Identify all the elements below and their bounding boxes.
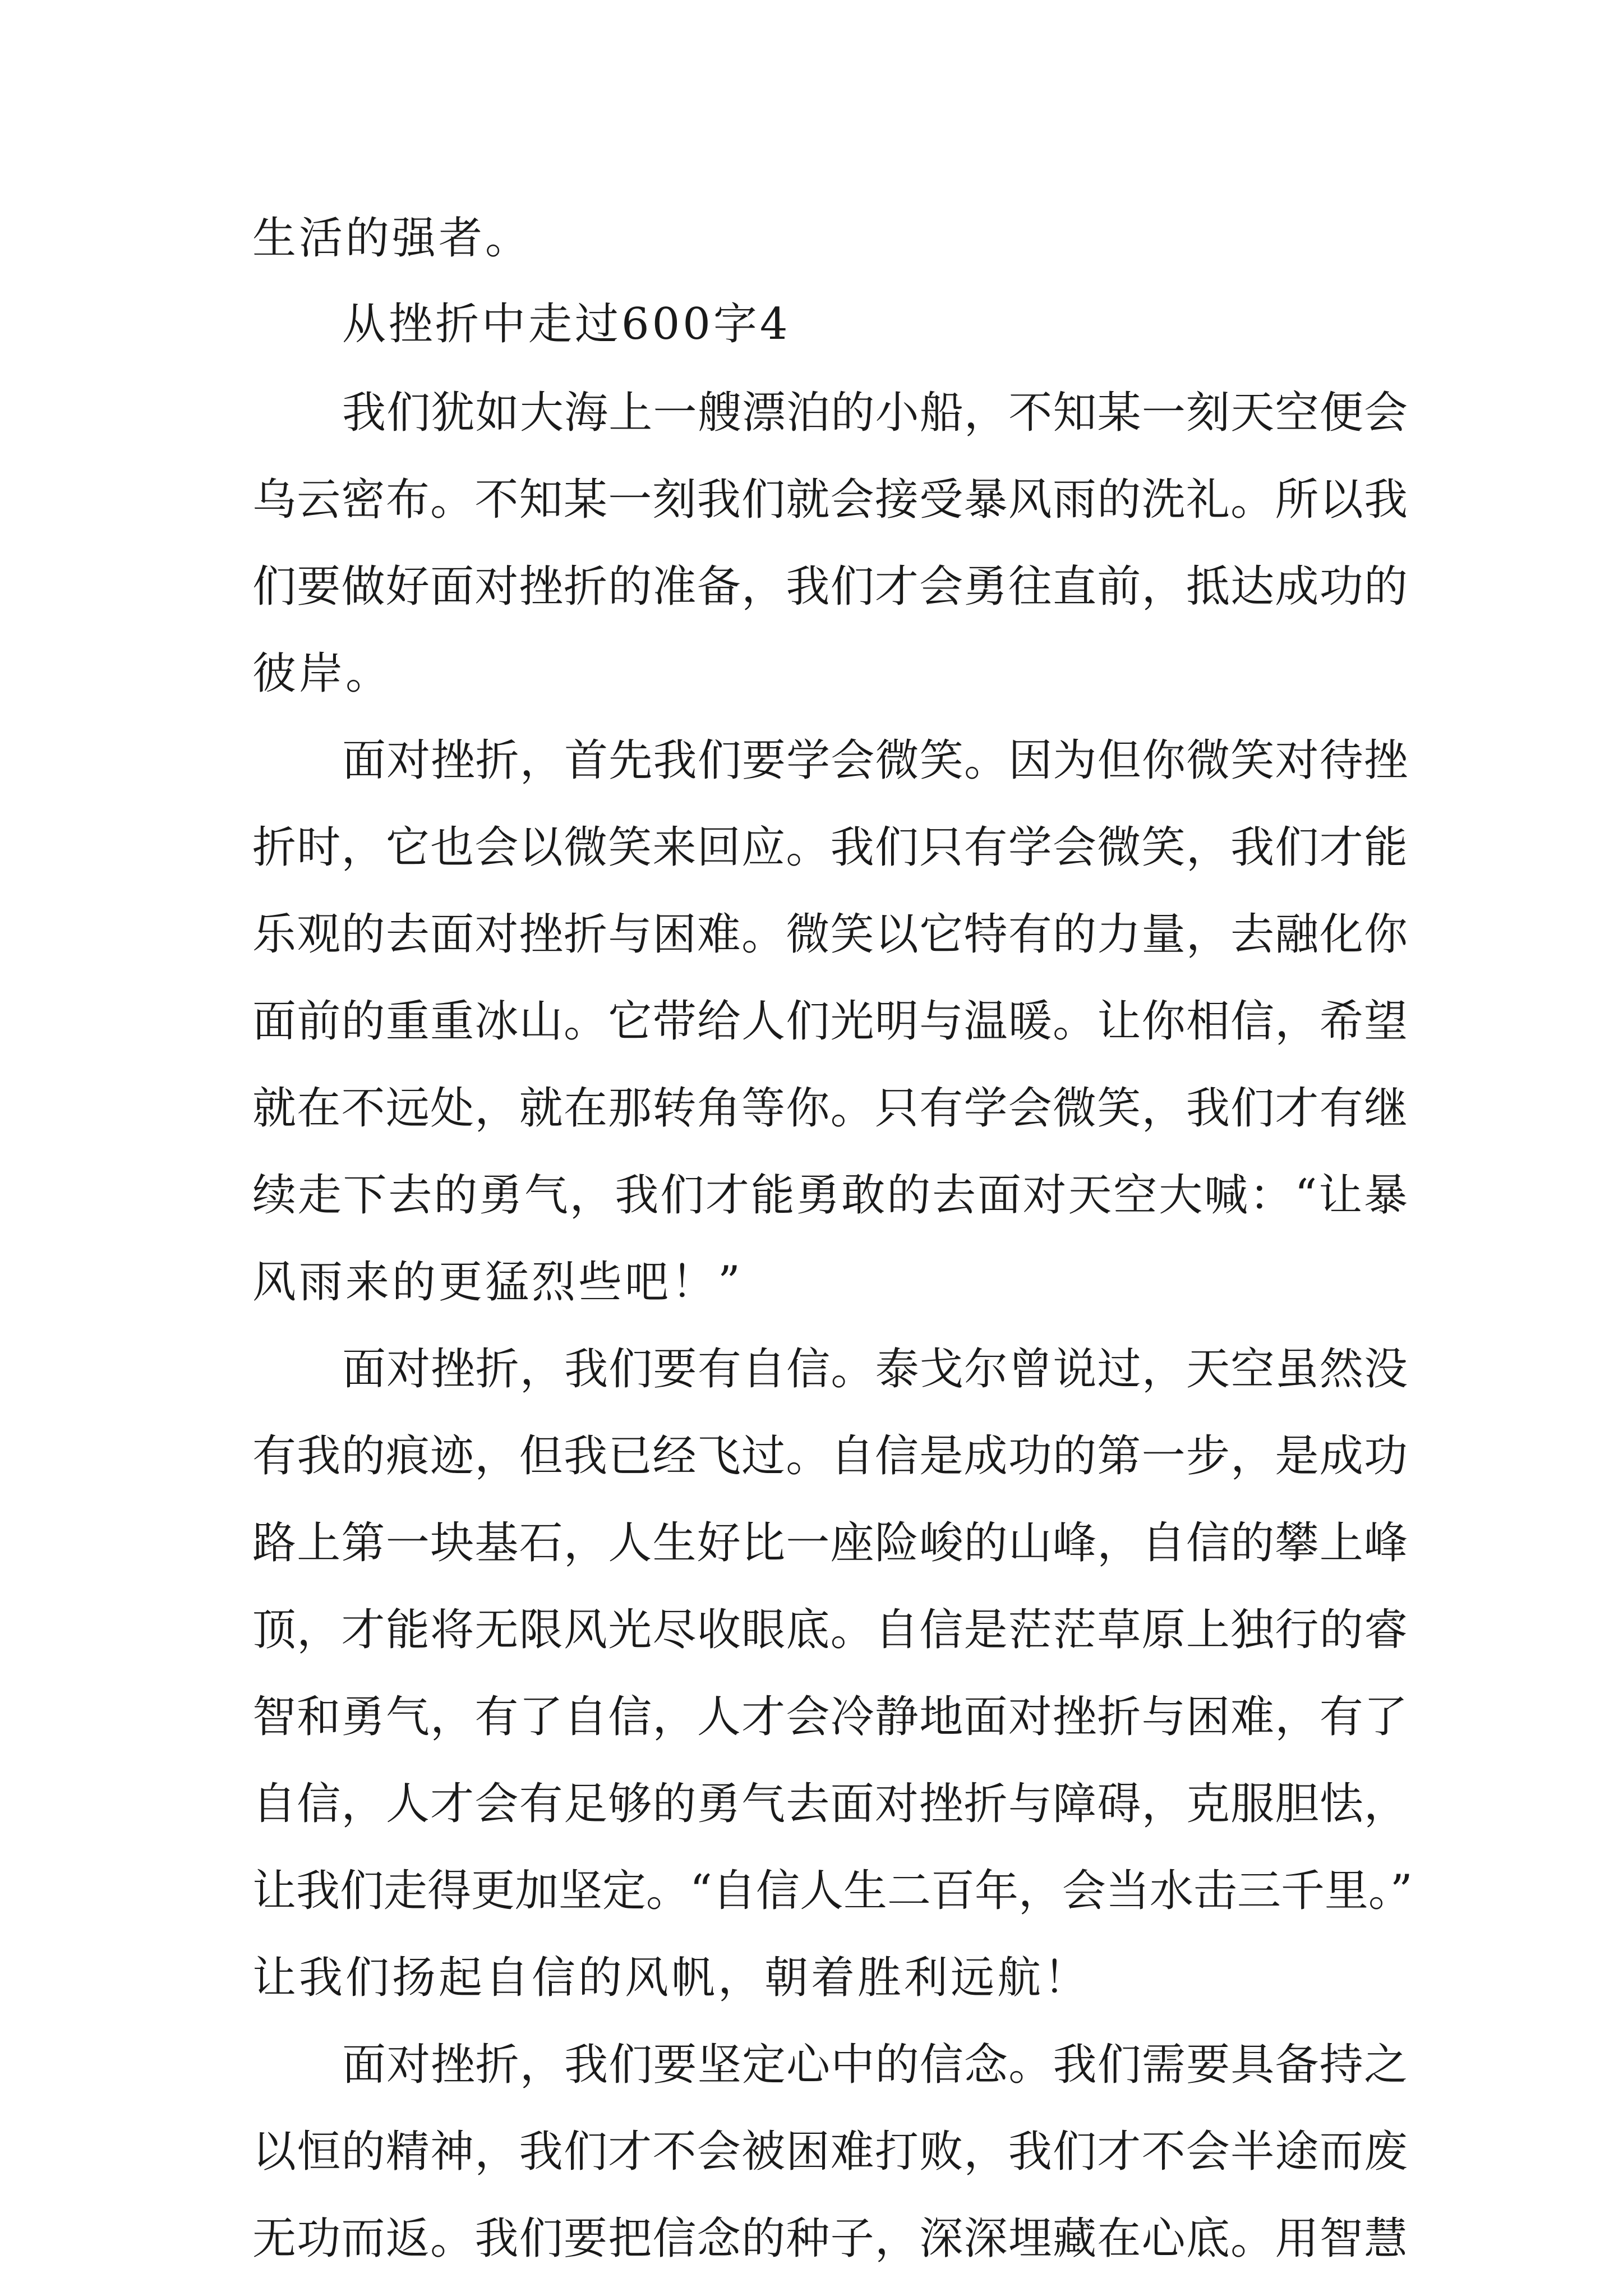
text-line: 智和勇气，有了自信，人才会冷静地面对挫折与困难，有了 [252, 1692, 1408, 1742]
text-line: 无功而返。我们要把信念的种子，深深埋藏在心底。用智慧 [252, 2214, 1408, 2264]
text-line: 面对挫折，首先我们要学会微笑。因为但你微笑对待挫 [342, 735, 1408, 786]
text-line: 彼岸。 [252, 648, 393, 699]
section-heading: 从挫折中走过600字4 [342, 299, 791, 349]
text-line: 乌云密布。不知某一刻我们就会接受暴风雨的洗礼。所以我 [252, 475, 1408, 525]
text-line: 乐观的去面对挫折与困难。微笑以它特有的力量，去融化你 [252, 909, 1408, 960]
text-line: 让我们扬起自信的风帆，朝着胜利远航！ [252, 1953, 1091, 2003]
text-line: 风雨来的更猛烈些吧！” [252, 1257, 743, 1308]
text-line: 有我的痕迹，但我已经飞过。自信是成功的第一步，是成功 [252, 1431, 1408, 1481]
text-line: 面对挫折，我们要有自信。泰戈尔曾说过，天空虽然没 [342, 1344, 1408, 1395]
text-line: 我们犹如大海上一艘漂泊的小船，不知某一刻天空便会 [342, 388, 1408, 438]
text-line: 路上第一块基石，人生好比一座险峻的山峰，自信的攀上峰 [252, 1518, 1408, 1568]
text-line: 自信，人才会有足够的勇气去面对挫折与障碍，克服胆怯， [252, 1779, 1408, 1829]
text-line: 们要做好面对挫折的准备，我们才会勇往直前，抵达成功的 [252, 562, 1408, 612]
text-line: 顶，才能将无限风光尽收眼底。自信是茫茫草原上独行的睿 [252, 1605, 1408, 1655]
text-line: 续走下去的勇气，我们才能勇敢的去面对天空大喊：“让暴 [252, 1170, 1408, 1221]
text-line: 面前的重重冰山。它带给人们光明与温暖。让你相信，希望 [252, 996, 1408, 1047]
text-line: 以恒的精神，我们才不会被困难打败，我们才不会半途而废 [252, 2127, 1408, 2177]
text-line: 就在不远处，就在那转角等你。只有学会微笑，我们才有继 [252, 1083, 1408, 1134]
text-line: 生活的强者。 [252, 213, 532, 264]
text-line: 面对挫折，我们要坚定心中的信念。我们需要具备持之 [342, 2040, 1408, 2090]
text-line: 让我们走得更加坚定。“自信人生二百年，会当水击三千里。” [252, 1866, 1413, 1916]
text-line: 折时，它也会以微笑来回应。我们只有学会微笑，我们才能 [252, 822, 1408, 873]
